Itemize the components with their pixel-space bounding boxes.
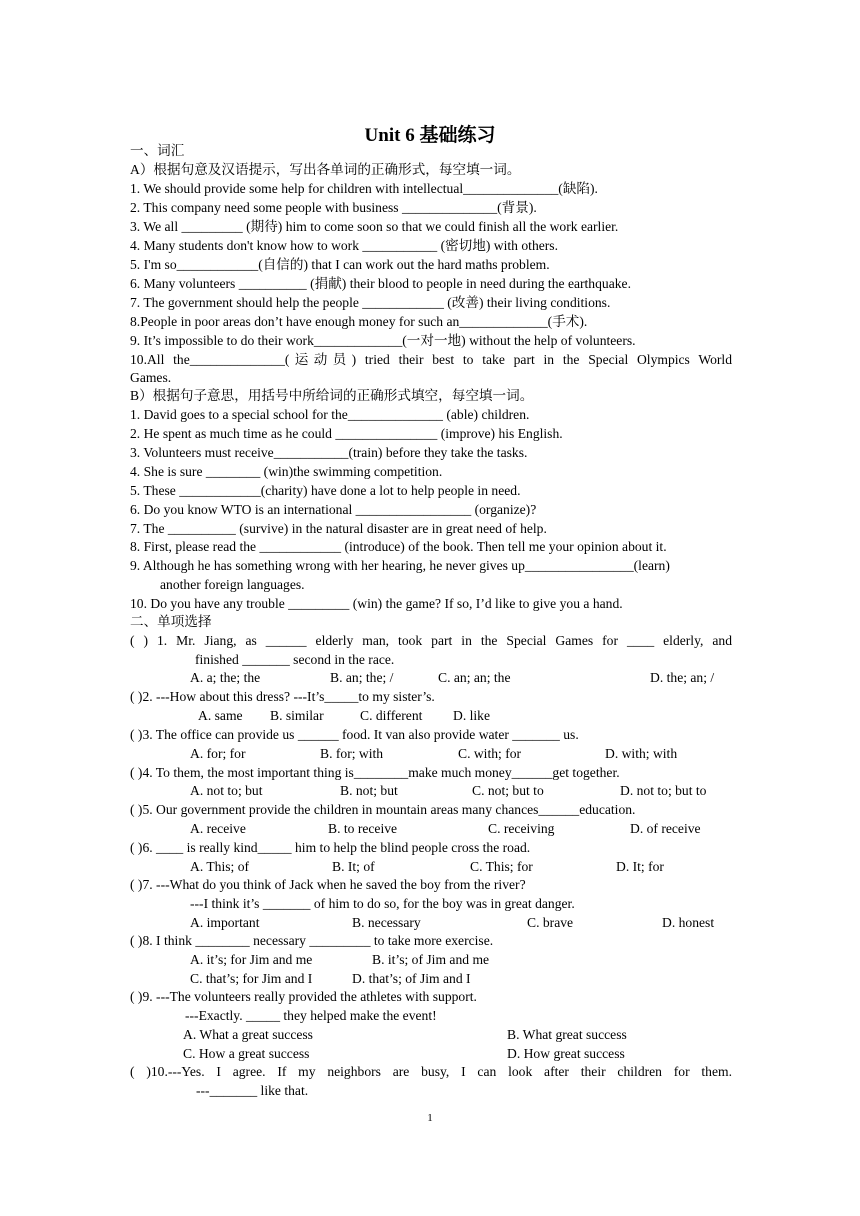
option-a: A. This; of	[190, 859, 250, 874]
mc-question: ( )5. Our government provide the children in mountain areas many chances______education.	[130, 802, 636, 817]
option-d: D. not to; but to	[620, 783, 707, 798]
question-line: 8. First, please read the ____________ (introduce) of the book. Then tell me your opinion about it.	[130, 539, 667, 554]
question-line: 5. I'm so____________(自信的) that I can work out the hard maths problem.	[130, 257, 550, 272]
question-line: 9. It’s impossible to do their work_____________(一对一地) without the help of volunteers.	[130, 333, 636, 348]
option-b: B. necessary	[352, 915, 421, 930]
mc-question: ( ) 1. Mr. Jiang, as ______ elderly man, took part in the Special Games for ____ elderly, and	[130, 633, 732, 648]
mc-question-continued: ---Exactly. _____ they helped make the event!	[185, 1008, 437, 1023]
question-line: 2. This company need some people with business ______________(背景).	[130, 200, 537, 215]
option-b: B. similar	[270, 708, 324, 723]
option-a: A. important	[190, 915, 260, 930]
option-c: C. an; an; the	[438, 670, 511, 685]
option-a: A. not to; but	[190, 783, 263, 798]
option-d: D. like	[453, 708, 490, 723]
question-line-continued: Games.	[130, 370, 172, 385]
question-line: 9. Although he has something wrong with her hearing, he never gives up________________(learn)	[130, 558, 670, 573]
question-line: 10. Do you have any trouble _________ (win) the game? If so, I’d like to give you a hand.	[130, 596, 623, 611]
question-line: 7. The government should help the people ____________ (改善) their living conditions.	[130, 295, 611, 310]
mc-question: ( )6. ____ is really kind_____ him to help the blind people cross the road.	[130, 840, 531, 855]
question-line: 1. We should provide some help for children with intellectual______________(缺陷).	[130, 181, 598, 196]
option-b: B. to receive	[328, 821, 398, 836]
page-number: 1	[427, 1112, 433, 1124]
question-line: 8.People in poor areas don’t have enough money for such an_____________(手术).	[130, 314, 588, 329]
option-b: B. What great success	[507, 1027, 627, 1042]
option-a: A. for; for	[190, 746, 246, 761]
question-line: 4. She is sure ________ (win)the swimming competition.	[130, 464, 443, 479]
question-line: 4. Many students don't know how to work ___________ (密切地) with others.	[130, 238, 558, 253]
question-line: 7. The __________ (survive) in the natural disaster are in great need of help.	[130, 521, 547, 536]
option-c: C. receiving	[488, 821, 555, 836]
option-a: A. it’s; for Jim and me	[190, 952, 313, 967]
question-line: 2. He spent as much time as he could _______________ (improve) his English.	[130, 426, 563, 441]
mc-question: ( )3. The office can provide us ______ food. It van also provide water _______ us.	[130, 727, 579, 742]
section-heading: 一、词汇	[130, 143, 185, 158]
option-c: C. not; but to	[472, 783, 544, 798]
option-d: D. honest	[662, 915, 715, 930]
question-line: 3. Volunteers must receive___________(train) before they take the tasks.	[130, 445, 528, 460]
question-line: 6. Many volunteers __________ (捐献) their blood to people in need during the earthquake.	[130, 276, 631, 291]
question-line: 3. We all _________ (期待) him to come soon so that we could finish all the work earlier.	[130, 219, 619, 234]
option-c: C. different	[360, 708, 423, 723]
option-b: B. It; of	[332, 859, 375, 874]
option-d: D. of receive	[630, 821, 701, 836]
option-c: C. This; for	[470, 859, 533, 874]
option-b: B. an; the; /	[330, 670, 394, 685]
page-title: Unit 6 基础练习	[364, 125, 496, 146]
option-d: D. that’s; of Jim and I	[352, 971, 471, 986]
mc-question: ( )2. ---How about this dress? ---It’s_____to my sister’s.	[130, 689, 435, 704]
option-c: C. with; for	[458, 746, 522, 761]
option-b: B. for; with	[320, 746, 384, 761]
question-line-continued: another foreign languages.	[160, 577, 305, 592]
section-heading: 二、单项选择	[130, 614, 212, 629]
question-line: 1. David goes to a special school for the______________ (able) children.	[130, 407, 530, 422]
option-a: A. same	[198, 708, 243, 723]
instruction: A）根据句意及汉语提示，写出各单词的正确形式，每空填一词。	[130, 162, 521, 177]
mc-question: ( )4. To them, the most important thing is________make much money______get together.	[130, 765, 620, 780]
mc-question: ( )10.---Yes. I agree. If my neighbors are busy, I can look after their children for them.	[130, 1064, 732, 1079]
option-d: D. with; with	[605, 746, 678, 761]
option-a: A. a; the; the	[190, 670, 261, 685]
option-d: D. It; for	[616, 859, 664, 874]
option-c: C. brave	[527, 915, 574, 930]
option-d: D. How great success	[507, 1046, 625, 1061]
option-c: C. that’s; for Jim and I	[190, 971, 313, 986]
option-a: A. What a great success	[183, 1027, 313, 1042]
option-b: B. not; but	[340, 783, 398, 798]
mc-question-continued: finished _______ second in the race.	[195, 652, 395, 667]
option-a: A. receive	[190, 821, 246, 836]
question-line: 5. These ____________(charity) have done a lot to help people in need.	[130, 483, 521, 498]
mc-question: ( )9. ---The volunteers really provided the athletes with support.	[130, 989, 477, 1004]
option-c: C. How a great success	[183, 1046, 310, 1061]
option-d: D. the; an; /	[650, 670, 715, 685]
option-b: B. it’s; of Jim and me	[372, 952, 490, 967]
mc-question: ( )7. ---What do you think of Jack when he saved the boy from the river?	[130, 877, 526, 892]
mc-question: ( )8. I think ________ necessary _________ to take more exercise.	[130, 933, 494, 948]
mc-question-continued: ---_______ like that.	[196, 1083, 309, 1098]
question-line: 6. Do you know WTO is an international _________________ (organize)?	[130, 502, 537, 517]
mc-question-continued: ---I think it’s _______ of him to do so, for the boy was in great danger.	[190, 896, 575, 911]
instruction: B）根据句子意思，用括号中所给词的正确形式填空，每空填一词。	[130, 388, 534, 403]
question-line: 10.All the______________(运动员) tried their best to take part in the Special Olympics World	[130, 352, 732, 367]
